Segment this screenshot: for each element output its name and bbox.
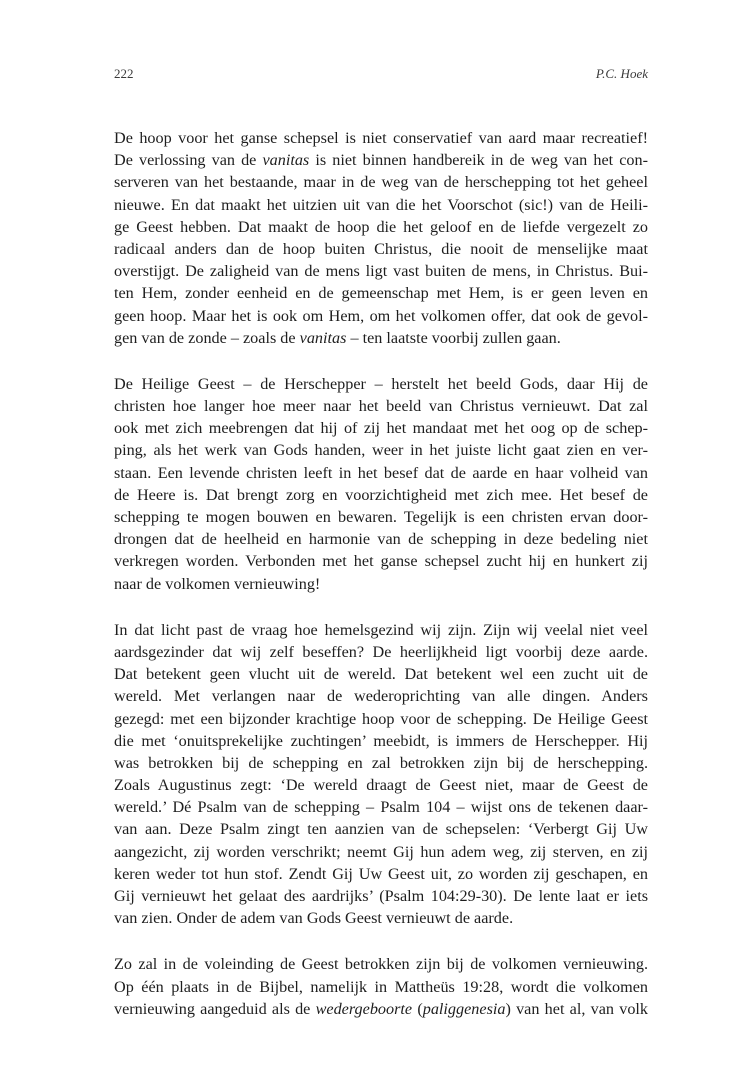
text-line bbox=[114, 194, 648, 216]
text-line bbox=[114, 260, 648, 282]
text-run: ping, als het werk van Gods handen, weer in het juiste licht gaat zien en ver- bbox=[114, 441, 648, 460]
text-run: vernieuwing aangeduid als de bbox=[114, 999, 316, 1018]
paragraph bbox=[114, 619, 648, 930]
text-run: van zien. Onder de adem van Gods Geest vernieuwt de aarde. bbox=[114, 909, 514, 928]
text-line bbox=[114, 953, 648, 975]
text-run: serveren van het bestaande, maar in de weg van de herschepping tot het geheel bbox=[114, 173, 648, 192]
text-run: die met ‘onuitsprekelijke zuchtingen’ meebidt, is immers de Herschepper. Hij bbox=[114, 731, 648, 750]
italic-term: paliggenesia bbox=[422, 999, 506, 1018]
text-run: wereld.’ Dé Psalm van de schepping – Psalm 104 – wijst ons de tekenen daar- bbox=[114, 798, 648, 817]
text-run: schepping te mogen bouwen en bewaren. Tegelijk is een christen ervan door- bbox=[114, 508, 648, 526]
text-run: gen van de zonde – zoals de bbox=[114, 328, 300, 347]
text-line bbox=[114, 841, 648, 863]
text-run: – ten laatste voorbij zullen gaan. bbox=[346, 328, 561, 347]
page-header bbox=[114, 66, 648, 84]
body-text bbox=[114, 127, 648, 1044]
text-run: drongen dat de heelheid en harmonie van de schepping in deze bedeling niet bbox=[114, 530, 648, 549]
text-run: radicaal anders dan de hoop buiten Christus, die nooit de menselijke maat bbox=[114, 239, 648, 258]
italic-term: wedergeboorte bbox=[315, 999, 413, 1018]
text-line bbox=[114, 528, 648, 550]
text-line bbox=[114, 127, 648, 149]
text-run: wereld. Met verlangen naar de wederoprichting van alle dingen. Anders bbox=[114, 687, 648, 706]
text-line bbox=[114, 305, 648, 327]
text-line bbox=[114, 216, 648, 238]
text-line bbox=[114, 417, 648, 439]
text-run: Dat betekent geen vlucht uit de wereld. Dat betekent wel een zucht uit de bbox=[114, 665, 648, 684]
text-run: de Heere is. Dat brengt zorg en voorzichtigheid met zich mee. Het besef de bbox=[114, 485, 648, 504]
text-line bbox=[114, 573, 648, 595]
text-run: overstijgt. De zaligheid van de mens ligt vast buiten de mens, in Christus. Bui- bbox=[114, 262, 648, 281]
text-line bbox=[114, 395, 648, 417]
paragraph bbox=[114, 373, 648, 595]
text-line bbox=[114, 752, 648, 774]
text-line bbox=[114, 327, 648, 349]
page-number: 222 bbox=[114, 66, 134, 81]
text-line bbox=[114, 796, 648, 818]
text-line bbox=[114, 462, 648, 484]
text-run: aardsgezinder dat wij zelf beseffen? De heerlijkheid ligt voorbij deze aarde. bbox=[114, 642, 648, 661]
text-line bbox=[114, 238, 648, 260]
text-run: ook met zich meebrengen dat hij of zij het mandaat met het oog op de schep- bbox=[114, 419, 648, 438]
text-line bbox=[114, 439, 648, 461]
text-run: nieuwe. En dat maakt het uitzien uit van die het Voorschot (sic!) van de Heili- bbox=[114, 195, 648, 214]
text-line bbox=[114, 506, 648, 528]
text-line bbox=[114, 818, 648, 840]
text-run: keren weder tot hun stof. Zendt Gij Uw Geest uit, zo worden zij geschapen, en bbox=[114, 864, 648, 883]
text-line bbox=[114, 282, 648, 304]
text-run: Zo zal in de voleinding de Geest betrokken zijn bij de volkomen vernieuwing. bbox=[114, 955, 648, 974]
text-line bbox=[114, 708, 648, 730]
text-run: was betrokken bij de schepping en zal betrokken zijn bij de herschepping. bbox=[114, 753, 648, 772]
paragraph bbox=[114, 953, 648, 1020]
text-run: ) van het al, van volk bbox=[505, 999, 649, 1018]
text-run: staan. Een levende christen leeft in het besef dat de aarde en haar volheid van bbox=[114, 463, 648, 482]
text-line bbox=[114, 484, 648, 506]
text-run: Zoals Augustinus zegt: ‘De wereld draagt de Geest niet, maar de Geest de bbox=[114, 776, 648, 795]
text-line bbox=[114, 863, 648, 885]
text-run: verkregen worden. Verbonden met het ganse schepsel zucht hij en hunkert zij bbox=[114, 552, 648, 571]
text-run: ge Geest hebben. Dat maakt de hoop die het geloof en de liefde vergezelt zo bbox=[114, 217, 648, 236]
text-line bbox=[114, 373, 648, 395]
paragraph bbox=[114, 127, 648, 349]
text-line bbox=[114, 550, 648, 572]
italic-term: vanitas bbox=[262, 151, 310, 170]
text-run: In dat licht past de vraag hoe hemelsgezind wij zijn. Zijn wij veelal niet veel bbox=[114, 620, 648, 639]
text-run: van aan. Deze Psalm zingt ten aanzien van de schepselen: ‘Verbergt Gij Uw bbox=[114, 820, 648, 839]
text-line bbox=[114, 730, 648, 752]
text-line bbox=[114, 685, 648, 707]
text-line bbox=[114, 885, 648, 907]
text-run: ( bbox=[412, 999, 423, 1018]
text-run: naar de volkomen vernieuwing! bbox=[114, 574, 321, 593]
text-run: Op één plaats in de Bijbel, namelijk in Mattheüs 19:28, wordt die volkomen bbox=[114, 977, 648, 996]
text-line bbox=[114, 976, 648, 998]
text-line bbox=[114, 907, 648, 929]
text-run: De Heilige Geest – de Herschepper – herstelt het beeld Gods, daar Hij de bbox=[114, 374, 648, 393]
text-run: is niet binnen handbereik in de weg van het con- bbox=[309, 151, 648, 170]
text-run: De verlossing van de bbox=[114, 151, 263, 170]
text-run: geen hoop. Maar het is ook om Hem, om het volkomen offer, dat ook de gevol- bbox=[114, 306, 648, 325]
text-run: aangezicht, zij worden verschrikt; neemt Gij hun adem weg, zij sterven, en zij bbox=[114, 842, 648, 861]
running-head-author: P.C. Hoek bbox=[595, 66, 648, 81]
text-line bbox=[114, 774, 648, 796]
text-line bbox=[114, 171, 648, 193]
text-line bbox=[114, 663, 648, 685]
text-line bbox=[114, 998, 648, 1020]
text-line bbox=[114, 149, 648, 171]
text-run: Gij vernieuwt het gelaat des aardrijks’ (Psalm 104:29-30). De lente laat er iets bbox=[114, 887, 648, 905]
text-run: ten Hem, zonder eenheid en de gemeenschap met Hem, is er geen leven en bbox=[114, 284, 648, 303]
italic-term: vanitas bbox=[299, 328, 347, 347]
text-run: De hoop voor het ganse schepsel is niet conservatief van aard maar recreatief! bbox=[114, 129, 648, 147]
text-line bbox=[114, 641, 648, 663]
text-run: christen hoe langer hoe meer naar het beeld van Christus vernieuwt. Dat zal bbox=[114, 397, 648, 416]
text-run: gezegd: met een bijzonder krachtige hoop voor de schepping. De Heilige Geest bbox=[114, 709, 648, 728]
text-line bbox=[114, 619, 648, 641]
